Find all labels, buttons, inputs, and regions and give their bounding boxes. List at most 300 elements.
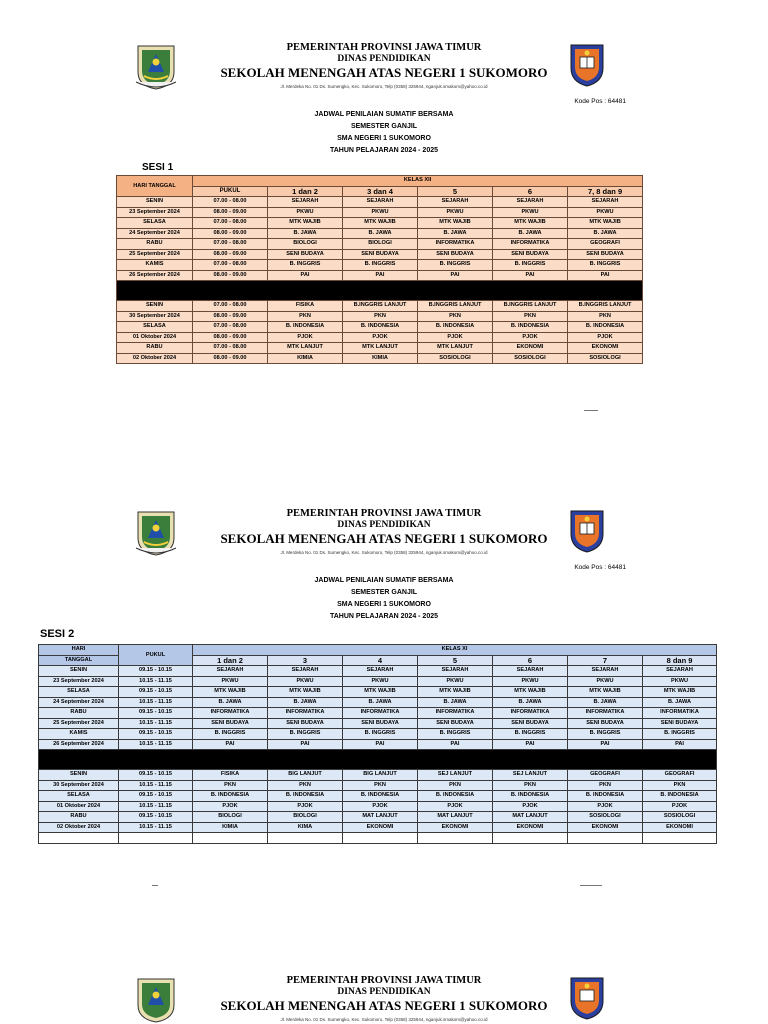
- subject-cell: MTK WAJIB: [418, 687, 493, 698]
- session-1-table: [116, 175, 643, 364]
- subject-cell: B. INDONESIA: [493, 791, 568, 802]
- title-line: TAHUN PELAJARAN 2024 - 2025: [329, 147, 438, 154]
- day-date-cell: 24 September 2024: [117, 228, 193, 239]
- separator-bar: [117, 281, 643, 301]
- time-cell: 08.00 - 09.00: [193, 207, 268, 218]
- subject-cell: SEJARAH: [268, 197, 343, 208]
- day-date-cell: 23 September 2024: [117, 207, 193, 218]
- class-column-header: 5: [418, 186, 493, 197]
- header-government-line: PEMERINTAH PROVINSI JAWA TIMUR: [286, 975, 482, 986]
- postal-code: Kode Pos : 64481: [574, 98, 626, 105]
- scan-mark: [152, 885, 158, 886]
- table-row: [117, 260, 643, 271]
- day-date-cell: SENIN: [39, 666, 119, 677]
- class-column-header: 1 dan 2: [193, 655, 268, 666]
- class-column-header: 7, 8 dan 9: [568, 186, 643, 197]
- subject-cell: MTK LANJUT: [343, 343, 418, 354]
- table-row: [117, 353, 643, 364]
- table-row: [117, 239, 643, 250]
- subject-cell: PAI: [343, 270, 418, 281]
- subject-cell: PKN: [568, 780, 643, 791]
- table-row: [117, 322, 643, 333]
- subject-cell: PJOK: [568, 332, 643, 343]
- subject-cell: B. JAWA: [493, 228, 568, 239]
- day-date-cell: 02 Oktober 2024: [39, 822, 119, 833]
- subject-cell: PJOK: [643, 801, 717, 812]
- subject-cell: B. INGGRIS: [568, 260, 643, 271]
- day-date-cell: 30 September 2024: [39, 780, 119, 791]
- day-date-cell: SENIN: [117, 301, 193, 312]
- table-row: [39, 697, 717, 708]
- subject-cell: B. JAWA: [418, 228, 493, 239]
- table-row: [39, 822, 717, 833]
- title-line: JADWAL PENILAIAN SUMATIF BERSAMA: [314, 111, 454, 118]
- subject-cell: B. JAWA: [343, 697, 418, 708]
- header-school-name: SEKOLAH MENENGAH ATAS NEGERI 1 SUKOMORO: [220, 998, 548, 1013]
- subject-cell: MTK WAJIB: [193, 687, 268, 698]
- subject-cell: SEJ LANJUT: [493, 770, 568, 781]
- subject-cell: B. JAWA: [193, 697, 268, 708]
- empty-row: [39, 833, 717, 844]
- table-row: [39, 687, 717, 698]
- scan-mark: [580, 885, 602, 886]
- subject-cell: PAI: [493, 270, 568, 281]
- subject-cell: PKWU: [568, 676, 643, 687]
- subject-cell: PKWU: [418, 676, 493, 687]
- title-line: TAHUN PELAJARAN 2024 - 2025: [329, 613, 438, 620]
- subject-cell: PJOK: [268, 332, 343, 343]
- kelas-header: KELAS XI: [193, 645, 717, 656]
- hari-header: HARI: [39, 645, 119, 656]
- subject-cell: EKONOMI: [493, 343, 568, 354]
- time-cell: 10.15 - 11.15: [119, 697, 193, 708]
- subject-cell: B. INGGRIS: [193, 729, 268, 740]
- time-cell: 09.15 - 10.15: [119, 687, 193, 698]
- subject-cell: B. INGGRIS: [418, 260, 493, 271]
- table-row: [117, 249, 643, 260]
- table-row: [39, 708, 717, 719]
- subject-cell: B. INGGRIS: [343, 729, 418, 740]
- subject-cell: B.INGGRIS LANJUT: [343, 301, 418, 312]
- subject-cell: B. JAWA: [568, 228, 643, 239]
- time-cell: 08.00 - 09.00: [193, 270, 268, 281]
- empty-cell: [643, 833, 717, 844]
- table-row: [39, 718, 717, 729]
- table-row: [117, 301, 643, 312]
- subject-cell: INFORMATIKA: [493, 239, 568, 250]
- subject-cell: PKN: [193, 780, 268, 791]
- subject-cell: SENI BUDAYA: [268, 249, 343, 260]
- time-cell: 10.15 - 11.15: [119, 780, 193, 791]
- time-cell: 07.00 - 08.00: [193, 301, 268, 312]
- title-line: SEMESTER GANJIL: [350, 589, 418, 596]
- subject-cell: PKN: [268, 780, 343, 791]
- day-date-cell: SENIN: [39, 770, 119, 781]
- day-date-cell: SELASA: [117, 218, 193, 229]
- subject-cell: MTK WAJIB: [343, 687, 418, 698]
- subject-cell: SENI BUDAYA: [343, 718, 418, 729]
- subject-cell: B. JAWA: [268, 228, 343, 239]
- empty-cell: [119, 833, 193, 844]
- subject-cell: B. JAWA: [343, 228, 418, 239]
- subject-cell: PAI: [418, 739, 493, 750]
- header-address: Jl. Merdeka No. 01 Ds. Sumengko, Kec. Sukomoro, Telp (0358) 325944, nganjuk.smakom@yahoo.co.id: [280, 550, 488, 555]
- subject-cell: B.INGGRIS LANJUT: [418, 301, 493, 312]
- subject-cell: PKWU: [418, 207, 493, 218]
- subject-cell: B. INDONESIA: [418, 322, 493, 333]
- header-agency-line: DINAS PENDIDIKAN: [337, 54, 431, 64]
- subject-cell: EKONOMI: [418, 822, 493, 833]
- subject-cell: PAI: [193, 739, 268, 750]
- subject-cell: MTK WAJIB: [418, 218, 493, 229]
- tanggal-header: TANGGAL: [39, 655, 119, 666]
- title-line: SMA NEGERI 1 SUKOMORO: [337, 601, 431, 608]
- time-cell: 08.00 - 09.00: [193, 249, 268, 260]
- pukul-header: PUKUL: [119, 645, 193, 666]
- subject-cell: GEOGRAFI: [568, 770, 643, 781]
- subject-cell: B. JAWA: [643, 697, 717, 708]
- subject-cell: PKN: [493, 311, 568, 322]
- subject-cell: INFORMATIKA: [418, 708, 493, 719]
- title-line: JADWAL PENILAIAN SUMATIF BERSAMA: [314, 577, 454, 584]
- subject-cell: EKONOMI: [568, 822, 643, 833]
- day-date-cell: 25 September 2024: [117, 249, 193, 260]
- subject-cell: SENI BUDAYA: [418, 718, 493, 729]
- class-column-header: 3: [268, 655, 343, 666]
- subject-cell: MTK WAJIB: [493, 218, 568, 229]
- day-date-cell: RABU: [39, 812, 119, 823]
- day-date-cell: KAMIS: [117, 260, 193, 271]
- time-cell: 07.00 - 08.00: [193, 218, 268, 229]
- subject-cell: SEJARAH: [643, 666, 717, 677]
- subject-cell: SEJARAH: [343, 666, 418, 677]
- subject-cell: FISIKA: [268, 301, 343, 312]
- subject-cell: PAI: [268, 270, 343, 281]
- subject-cell: PJOK: [418, 332, 493, 343]
- subject-cell: PAI: [418, 270, 493, 281]
- subject-cell: SENI BUDAYA: [643, 718, 717, 729]
- day-date-cell: RABU: [39, 708, 119, 719]
- subject-cell: PJOK: [343, 332, 418, 343]
- subject-cell: B. INDONESIA: [268, 322, 343, 333]
- day-date-cell: 23 September 2024: [39, 676, 119, 687]
- subject-cell: PKWU: [643, 676, 717, 687]
- time-cell: 08.00 - 09.00: [193, 332, 268, 343]
- subject-cell: B.INGGRIS LANJUT: [568, 301, 643, 312]
- header-agency-line: DINAS PENDIDIKAN: [337, 520, 431, 530]
- subject-cell: MAT LANJUT: [418, 812, 493, 823]
- subject-cell: PJOK: [493, 801, 568, 812]
- empty-cell: [493, 833, 568, 844]
- subject-cell: SENI BUDAYA: [268, 718, 343, 729]
- subject-cell: B. INDONESIA: [643, 791, 717, 802]
- subject-cell: PAI: [343, 739, 418, 750]
- table-row: [117, 311, 643, 322]
- subject-cell: BIOLOGI: [193, 812, 268, 823]
- title-line: SEMESTER GANJIL: [350, 123, 418, 130]
- day-date-cell: 25 September 2024: [39, 718, 119, 729]
- time-cell: 10.15 - 11.15: [119, 801, 193, 812]
- table-row: [117, 332, 643, 343]
- subject-cell: PKN: [268, 311, 343, 322]
- session-label: SESI 1: [142, 162, 174, 173]
- subject-cell: MTK WAJIB: [268, 687, 343, 698]
- day-date-cell: RABU: [117, 239, 193, 250]
- subject-cell: SENI BUDAYA: [568, 718, 643, 729]
- subject-cell: SEJ LANJUT: [418, 770, 493, 781]
- table-row: [39, 812, 717, 823]
- subject-cell: PKN: [343, 311, 418, 322]
- time-cell: 07.00 - 08.00: [193, 197, 268, 208]
- subject-cell: PKN: [343, 780, 418, 791]
- subject-cell: B. INGGRIS: [493, 260, 568, 271]
- subject-cell: BIG LANJUT: [268, 770, 343, 781]
- subject-cell: B. INGGRIS: [418, 729, 493, 740]
- subject-cell: EKONOMI: [343, 822, 418, 833]
- table-row: [117, 270, 643, 281]
- day-date-cell: 02 Oktober 2024: [117, 353, 193, 364]
- subject-cell: PKWU: [193, 676, 268, 687]
- subject-cell: INFORMATIKA: [643, 708, 717, 719]
- subject-cell: B. INDONESIA: [568, 791, 643, 802]
- subject-cell: PJOK: [418, 801, 493, 812]
- subject-cell: FISIKA: [193, 770, 268, 781]
- table-row: [39, 666, 717, 677]
- subject-cell: PAI: [568, 270, 643, 281]
- subject-cell: SENI BUDAYA: [493, 249, 568, 260]
- empty-cell: [193, 833, 268, 844]
- scan-mark: [584, 410, 598, 411]
- subject-cell: INFORMATIKA: [193, 708, 268, 719]
- subject-cell: SOSIOLOGI: [493, 353, 568, 364]
- day-date-cell: KAMIS: [39, 729, 119, 740]
- header-government-line: PEMERINTAH PROVINSI JAWA TIMUR: [286, 42, 482, 53]
- letterhead-1: [0, 42, 768, 105]
- table-row: [117, 228, 643, 239]
- day-date-cell: SELASA: [117, 322, 193, 333]
- class-column-header: 6: [493, 186, 568, 197]
- subject-cell: PKN: [418, 780, 493, 791]
- subject-cell: PJOK: [343, 801, 418, 812]
- class-column-header: 1 dan 2: [268, 186, 343, 197]
- empty-cell: [343, 833, 418, 844]
- subject-cell: B.INGGRIS LANJUT: [493, 301, 568, 312]
- time-cell: 07.00 - 08.00: [193, 343, 268, 354]
- subject-cell: EKONOMI: [643, 822, 717, 833]
- subject-cell: PKWU: [268, 676, 343, 687]
- subject-cell: SENI BUDAYA: [343, 249, 418, 260]
- subject-cell: B. INGGRIS: [568, 729, 643, 740]
- subject-cell: MTK LANJUT: [418, 343, 493, 354]
- subject-cell: EKONOMI: [493, 822, 568, 833]
- subject-cell: MTK WAJIB: [643, 687, 717, 698]
- time-cell: 07.00 - 08.00: [193, 322, 268, 333]
- header-school-name: SEKOLAH MENENGAH ATAS NEGERI 1 SUKOMORO: [220, 531, 548, 546]
- subject-cell: PKWU: [343, 207, 418, 218]
- day-date-cell: 30 September 2024: [117, 311, 193, 322]
- subject-cell: B. INDONESIA: [493, 322, 568, 333]
- day-date-cell: SENIN: [117, 197, 193, 208]
- subject-cell: B. INGGRIS: [643, 729, 717, 740]
- day-date-cell: 24 September 2024: [39, 697, 119, 708]
- day-date-cell: 01 Oktober 2024: [39, 801, 119, 812]
- subject-cell: PKWU: [493, 207, 568, 218]
- subject-cell: SEJARAH: [493, 666, 568, 677]
- subject-cell: SENI BUDAYA: [418, 249, 493, 260]
- subject-cell: MAT LANJUT: [343, 812, 418, 823]
- subject-cell: EKONOMI: [568, 343, 643, 354]
- time-cell: 09.15 - 10.15: [119, 729, 193, 740]
- subject-cell: SENI BUDAYA: [568, 249, 643, 260]
- subject-cell: INFORMATIKA: [493, 708, 568, 719]
- separator-row: [39, 750, 717, 770]
- subject-cell: B. INGGRIS: [343, 260, 418, 271]
- subject-cell: BIOLOGI: [268, 239, 343, 250]
- header-agency-line: DINAS PENDIDIKAN: [337, 987, 431, 997]
- subject-cell: INFORMATIKA: [268, 708, 343, 719]
- header-school-name: SEKOLAH MENENGAH ATAS NEGERI 1 SUKOMORO: [220, 65, 548, 80]
- time-cell: 09.15 - 10.15: [119, 770, 193, 781]
- subject-cell: PAI: [268, 739, 343, 750]
- class-column-header: 8 dan 9: [643, 655, 717, 666]
- subject-cell: PKN: [568, 311, 643, 322]
- table-row: [117, 207, 643, 218]
- time-cell: 10.15 - 11.15: [119, 676, 193, 687]
- subject-cell: B. INDONESIA: [343, 791, 418, 802]
- time-cell: 07.00 - 08.00: [193, 260, 268, 271]
- class-column-header: 3 dan 4: [343, 186, 418, 197]
- subject-cell: SOSIOLOGI: [568, 353, 643, 364]
- time-cell: 07.00 - 08.00: [193, 239, 268, 250]
- time-cell: 08.00 - 09.00: [193, 353, 268, 364]
- subject-cell: SEJARAH: [493, 197, 568, 208]
- subject-cell: B. JAWA: [493, 697, 568, 708]
- subject-cell: PAI: [643, 739, 717, 750]
- subject-cell: INFORMATIKA: [418, 239, 493, 250]
- subject-cell: MTK WAJIB: [343, 218, 418, 229]
- table-row: [39, 801, 717, 812]
- separator-row: [117, 281, 643, 301]
- time-cell: 10.15 - 11.15: [119, 718, 193, 729]
- day-date-cell: SELASA: [39, 791, 119, 802]
- class-column-header: 5: [418, 655, 493, 666]
- subject-cell: B. JAWA: [568, 697, 643, 708]
- subject-cell: B. INGGRIS: [268, 729, 343, 740]
- subject-cell: B. INDONESIA: [193, 791, 268, 802]
- pukul-header: PUKUL: [193, 186, 268, 197]
- letterhead-2: [0, 508, 768, 571]
- day-date-cell: 26 September 2024: [39, 739, 119, 750]
- subject-cell: SEJARAH: [343, 197, 418, 208]
- subject-cell: PKN: [418, 311, 493, 322]
- subject-cell: KIMA: [268, 822, 343, 833]
- header-address: Jl. Merdeka No. 01 Ds. Sumengko, Kec. Sukomoro, Telp (0358) 325944, nganjuk.smakom@yahoo.co.id: [280, 1017, 488, 1022]
- table-row: [117, 218, 643, 229]
- letterhead-3: [0, 975, 768, 1024]
- subject-cell: B. INGGRIS: [268, 260, 343, 271]
- subject-cell: INFORMATIKA: [568, 708, 643, 719]
- subject-cell: B. INDONESIA: [418, 791, 493, 802]
- header-address: Jl. Merdeka No. 01 Ds. Sumengko, Kec. Sukomoro, Telp (0358) 325944, nganjuk.smakom@yahoo.co.id: [280, 84, 488, 89]
- subject-cell: SOSIOLOGI: [643, 812, 717, 823]
- subject-cell: BIG LANJUT: [343, 770, 418, 781]
- day-date-cell: SELASA: [39, 687, 119, 698]
- subject-cell: SOSIOLOGI: [568, 812, 643, 823]
- subject-cell: B. JAWA: [268, 697, 343, 708]
- subject-cell: SEJARAH: [568, 666, 643, 677]
- subject-cell: B. INDONESIA: [343, 322, 418, 333]
- subject-cell: PJOK: [193, 801, 268, 812]
- day-date-cell: RABU: [117, 343, 193, 354]
- subject-cell: PKN: [493, 780, 568, 791]
- time-cell: 09.15 - 10.15: [119, 666, 193, 677]
- subject-cell: SEJARAH: [418, 197, 493, 208]
- subject-cell: GEOGRAFI: [568, 239, 643, 250]
- subject-cell: SEJARAH: [268, 666, 343, 677]
- class-column-header: 7: [568, 655, 643, 666]
- subject-cell: INFORMATIKA: [343, 708, 418, 719]
- subject-cell: KIMIA: [268, 353, 343, 364]
- kelas-header: KELAS XII: [193, 176, 643, 187]
- time-cell: 08.00 - 09.00: [193, 228, 268, 239]
- subject-cell: SEJARAH: [568, 197, 643, 208]
- hari-tanggal-header: HARI TANGGAL: [117, 176, 193, 197]
- subject-cell: PJOK: [268, 801, 343, 812]
- subject-cell: GEOGRAFI: [643, 770, 717, 781]
- time-cell: 09.15 - 10.15: [119, 812, 193, 823]
- title-line: SMA NEGERI 1 SUKOMORO: [337, 135, 431, 142]
- time-cell: 10.15 - 11.15: [119, 822, 193, 833]
- subject-cell: B. JAWA: [418, 697, 493, 708]
- time-cell: 10.15 - 11.15: [119, 739, 193, 750]
- subject-cell: MTK WAJIB: [493, 687, 568, 698]
- subject-cell: PKWU: [493, 676, 568, 687]
- session-2-table: [38, 644, 717, 844]
- subject-cell: BIOLOGI: [343, 239, 418, 250]
- time-cell: 09.15 - 10.15: [119, 791, 193, 802]
- table-row: [117, 343, 643, 354]
- postal-code: Kode Pos : 64481: [574, 564, 626, 571]
- subject-cell: PJOK: [568, 801, 643, 812]
- subject-cell: PKWU: [268, 207, 343, 218]
- time-cell: 09.15 - 10.15: [119, 708, 193, 719]
- subject-cell: PKN: [643, 780, 717, 791]
- table-row: [39, 791, 717, 802]
- document-titles-1: [0, 109, 768, 157]
- time-cell: 08.00 - 09.00: [193, 311, 268, 322]
- subject-cell: B. INDONESIA: [268, 791, 343, 802]
- subject-cell: MTK LANJUT: [268, 343, 343, 354]
- subject-cell: SOSIOLOGI: [418, 353, 493, 364]
- table-row: [39, 729, 717, 740]
- header-government-line: PEMERINTAH PROVINSI JAWA TIMUR: [286, 508, 482, 519]
- subject-cell: KIMIA: [193, 822, 268, 833]
- subject-cell: MTK WAJIB: [568, 687, 643, 698]
- subject-cell: B. INGGRIS: [493, 729, 568, 740]
- subject-cell: B. INDONESIA: [568, 322, 643, 333]
- subject-cell: PAI: [493, 739, 568, 750]
- subject-cell: PKWU: [343, 676, 418, 687]
- subject-cell: PJOK: [493, 332, 568, 343]
- table-row: [39, 780, 717, 791]
- subject-cell: SEJARAH: [193, 666, 268, 677]
- subject-cell: MTK WAJIB: [268, 218, 343, 229]
- subject-cell: BIOLOGI: [268, 812, 343, 823]
- subject-cell: PKWU: [568, 207, 643, 218]
- table-row: [117, 197, 643, 208]
- class-column-header: 4: [343, 655, 418, 666]
- session-label: SESI 2: [40, 628, 75, 640]
